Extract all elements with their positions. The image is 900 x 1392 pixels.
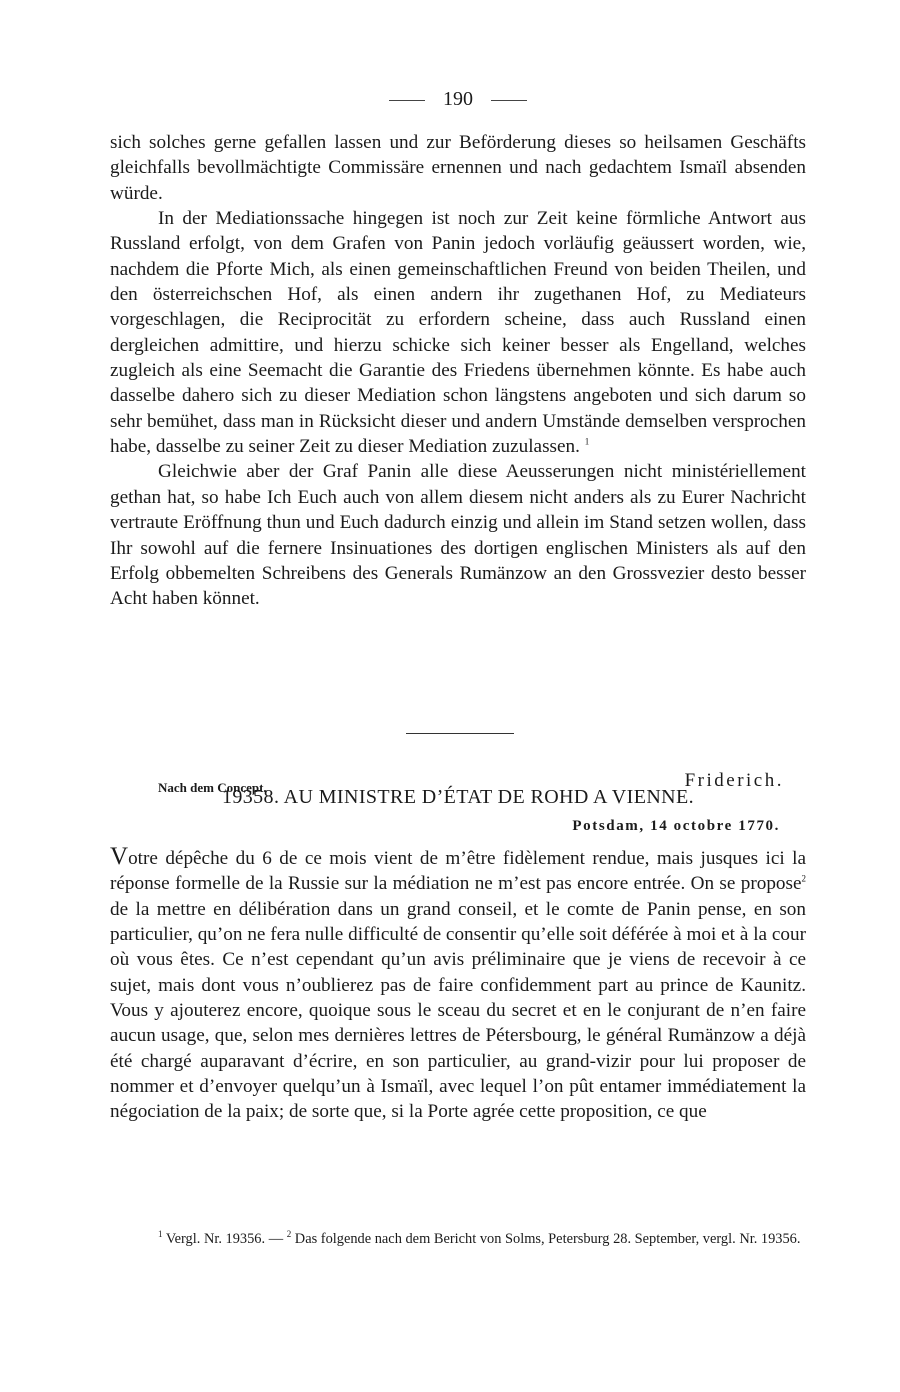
- footnote-marker: 2: [801, 873, 806, 884]
- letter-2-dateline: Potsdam, 14 octobre 1770.: [572, 818, 780, 834]
- source-note: Nach dem Concept.: [158, 780, 267, 795]
- letter-2-heading: 19358. AU MINISTRE D’ÉTAT DE ROHD A VIENNE.: [221, 786, 695, 808]
- paragraph-text: de la mettre en délibération dans un grand conseil, et le comte de Panin pense, en son particulier, qu’on ne fera nulle difficulté de consentir qu’elle soit déférée à moi et à la cour où vous êtes. Ce n’est cependant qu’un avis préliminaire que je viens de recevoir à ce sujet, mais dont vous n’oublierez pas de faire confidemment part au prince de Kaunitz. Vous y ajouterez encore, quoique sous le sceau du secret et en le conjurant de n’en faire aucun usage, que, selon mes dernières lettres de Pétersbourg, le général Rumänzow a déjà été chargé auparavant d’écrire, en son particulier, au grand-vizir pour lui proposer de nommer et d’envoyer quelqu’un à Ismaïl, avec lequel l’on pût entamer immédiatement la négociation de la paix; de sorte que, si la Porte agrée cette proposition, ce que: [110, 898, 806, 1123]
- header-dash-left: [389, 100, 425, 101]
- letter-1-paragraph: sich solches gerne gefallen lassen und zur Beförderung dieses so heilsamen Geschäfts gleichfalls bevollmächtigte Commissäre ernennen und nach gedachtem Ismaïl absenden würde.: [110, 132, 806, 204]
- footnote-line: [110, 1229, 806, 1250]
- paragraph-text: otre dépêche du 6 de ce mois vient de m’être fidèlement rendue, mais jusques ici la réponse formelle de la Russie sur la médiation ne m’est pas encore entrée. On se propose: [110, 848, 806, 895]
- footnote-text: Vergl. Nr. 19356. —: [162, 1231, 287, 1247]
- footnote-text: Das folgende nach dem Bericht von Solms, Petersburg 28. September, vergl. Nr. 19356.: [291, 1231, 801, 1247]
- letter-1-paragraph: Gleichwie aber der Graf Panin alle diese Aeusserungen nicht ministériellement gethan hat, so habe Ich Euch auch von allem diesem nicht anders als zu Eurer Nachricht vertraute Eröffnung thun und Euch dadurch einzig und allein im Stand setzen wollen, dass Ihr sowohl auf die fernere Insinuationes des dortigen englischen Ministers als auf den Erfolg obbemelten Schreibens des Generals Rumänzow an den Grossvezier desto besser Acht haben könnet.: [110, 461, 806, 610]
- footnote-marker: 1: [584, 436, 590, 447]
- letter-2-paragraph: [110, 844, 806, 1125]
- footnote-marker: 1: [158, 1229, 163, 1240]
- letter-1-paragraph: [110, 206, 806, 459]
- letter-2-body: [110, 844, 806, 1125]
- initial-letter: V: [110, 843, 129, 870]
- page-header: [110, 84, 806, 114]
- paragraph-text: In der Mediationssache hingegen ist noch zur Zeit keine förmliche Antwort aus Russland erfolgt, von dem Grafen von Panin jedoch vorläufig geäussert worden, wie, nachdem die Pforte Mich, als einen gemeinschaftlichen Freund von beiden Theilen, und den österreichschen Hof, als einen andern ihr zugethanen Hof, zu Mediateurs vorgeschlagen, die Reciprocität zu erfordern scheine, dass auch Russland einen dergleichen admittire, und hierzu schicke sich keiner besser als Engelland, welches zugleich als eine Seemacht die Garantie des Friedens übernehmen könnte. Es habe auch dasselbe dahero sich zu dieser Mediation schon längstens angeboten und sich darum so sehr bemühet, dass man in Rücksicht dieser und andern Umstände demselben versprochen habe, dasselbe zu seiner Zeit zu dieser Mediation zuzulassen.: [110, 208, 806, 458]
- signature: Friderich.: [684, 770, 784, 791]
- section-separator: [406, 733, 514, 734]
- letter-1-body: [110, 130, 806, 612]
- footnotes: [110, 1229, 806, 1250]
- page-number: 190: [443, 88, 473, 110]
- footnote-marker: 2: [286, 1229, 292, 1240]
- header-dash-right: [491, 100, 527, 101]
